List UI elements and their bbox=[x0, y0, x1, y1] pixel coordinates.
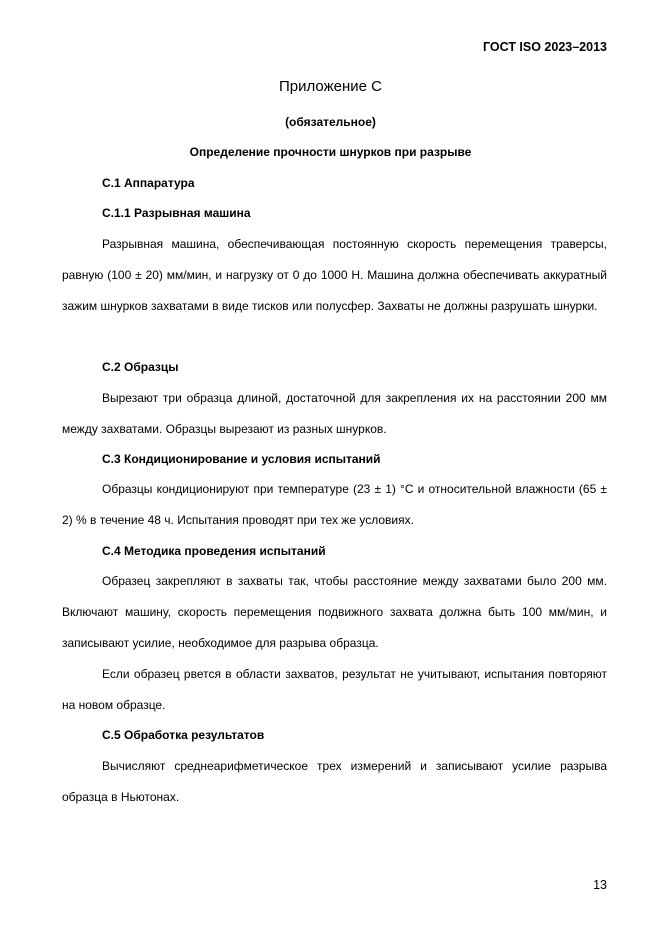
paragraph-c11 bbox=[62, 229, 607, 322]
heading-c2: С.2 Образцы bbox=[102, 360, 179, 374]
appendix-subject: Определение прочности шнурков при разрыве bbox=[189, 145, 472, 159]
appendix-status: (обязательное) bbox=[285, 115, 376, 129]
paragraph-c2-text: Вырезают три образца длиной, достаточной для закрепления их на расстоянии 200 мм между захватами. Образцы вырезают из разных шнурков. bbox=[62, 391, 607, 436]
paragraph-c4-1 bbox=[62, 566, 607, 659]
paragraph-c5-text: Вычисляют среднеарифметическое трех измерений и записывают усилие разрыва образца в Ньютонах. bbox=[62, 759, 607, 804]
paragraph-c4-2 bbox=[62, 659, 607, 721]
paragraph-c4-1-text: Образец закрепляют в захваты так, чтобы расстояние между захватами было 200 мм. Включают машину, скорость перемещения подвижного захвата должна быть 100 мм/мин, и записывают усилие, необходимое для разрыва образца. bbox=[62, 574, 607, 650]
page-number: 13 bbox=[593, 878, 607, 892]
heading-c5: С.5 Обработка результатов bbox=[102, 728, 265, 742]
paragraph-c11-text: Разрывная машина, обеспечивающая постоянную скорость перемещения траверсы, равную (100 ± 20) мм/мин, и нагрузку от 0 до 1000 Н. Машина должна обеспечивать аккуратный зажим шнурков захватами в виде тисков или полусфер. Захваты не должны разрушать шнурки. bbox=[62, 237, 607, 313]
paragraph-c5 bbox=[62, 751, 607, 813]
heading-c3: С.3 Кондиционирование и условия испытаний bbox=[102, 452, 381, 466]
heading-c11: С.1.1 Разрывная машина bbox=[102, 206, 251, 220]
paragraph-c2 bbox=[62, 383, 607, 445]
paragraph-c3-text: Образцы кондиционируют при температуре (23 ± 1) °С и относительной влажности (65 ± 2) % в течение 48 ч. Испытания проводят при тех же условиях. bbox=[62, 482, 607, 527]
paragraph-c4-2-text: Если образец рвется в области захватов, результат не учитывают, испытания повторяют на новом образце. bbox=[62, 667, 607, 712]
heading-c4: С.4 Методика проведения испытаний bbox=[102, 544, 326, 558]
appendix-title: Приложение С bbox=[279, 78, 382, 95]
heading-c1: С.1 Аппаратура bbox=[102, 176, 195, 190]
document-code: ГОСТ ISO 2023–2013 bbox=[482, 40, 607, 54]
paragraph-c3 bbox=[62, 474, 607, 536]
